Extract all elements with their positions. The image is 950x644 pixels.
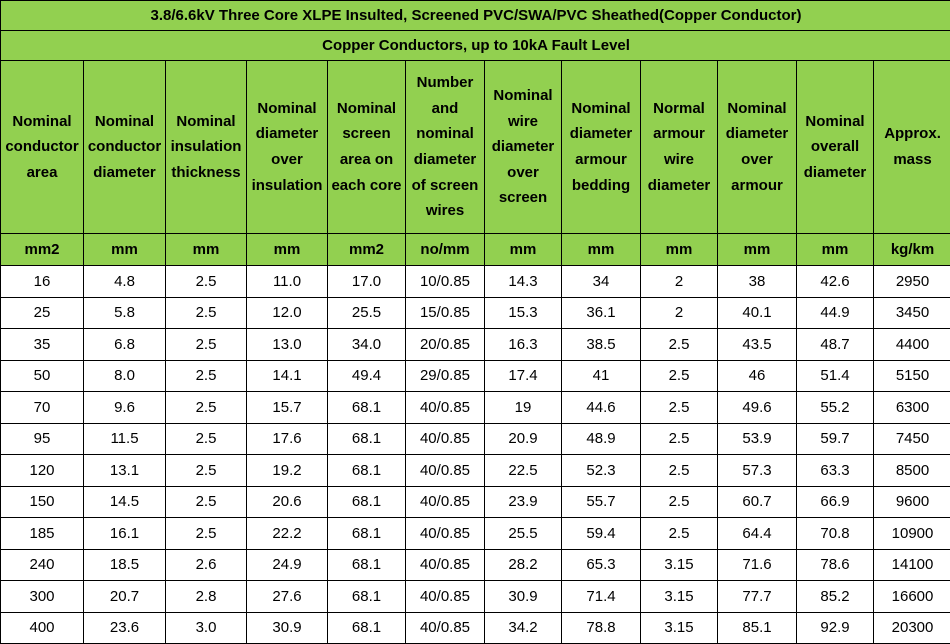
table-cell: 2.5: [166, 486, 247, 518]
table-cell: 2950: [874, 266, 950, 298]
table-cell: 36.1: [562, 297, 641, 329]
table-cell: 68.1: [328, 455, 406, 487]
unit-cell: mm: [641, 234, 718, 266]
table-cell: 4400: [874, 329, 950, 361]
table-cell: 5150: [874, 360, 950, 392]
table-cell: 6.8: [84, 329, 166, 361]
unit-cell: mm2: [1, 234, 84, 266]
units-row: [1, 234, 950, 266]
table-cell: 95: [1, 423, 84, 455]
header-diameter-over-armour: Nominal diameter over armour: [718, 61, 797, 234]
table-cell: 14.3: [485, 266, 562, 298]
table-cell: 2.5: [641, 392, 718, 424]
table-cell: 68.1: [328, 518, 406, 550]
table-cell: 92.9: [797, 612, 874, 644]
header-overall-diameter: Nominal overall diameter: [797, 61, 874, 234]
table-cell: 25: [1, 297, 84, 329]
table-cell: 2.5: [166, 360, 247, 392]
table-cell: 71.4: [562, 581, 641, 613]
table-cell: 48.7: [797, 329, 874, 361]
table-cell: 85.1: [718, 612, 797, 644]
table-cell: 2.5: [166, 518, 247, 550]
table-cell: 35: [1, 329, 84, 361]
table-cell: 30.9: [485, 581, 562, 613]
table-cell: 52.3: [562, 455, 641, 487]
table-subtitle: Copper Conductors, up to 10kA Fault Level: [1, 31, 950, 61]
table-cell: 240: [1, 549, 84, 581]
table-cell: 70.8: [797, 518, 874, 550]
unit-cell: mm: [562, 234, 641, 266]
table-cell: 49.4: [328, 360, 406, 392]
table-cell: 9600: [874, 486, 950, 518]
table-cell: 2: [641, 266, 718, 298]
table-cell: 28.2: [485, 549, 562, 581]
table-row: [1, 266, 950, 298]
table-cell: 3450: [874, 297, 950, 329]
table-cell: 68.1: [328, 486, 406, 518]
table-cell: 15/0.85: [406, 297, 485, 329]
table-cell: 3.15: [641, 581, 718, 613]
table-cell: 16.1: [84, 518, 166, 550]
table-row: [1, 581, 950, 613]
table-cell: 2.5: [641, 423, 718, 455]
table-row: [1, 392, 950, 424]
table-cell: 3.0: [166, 612, 247, 644]
header-conductor-area: Nominal conductor area: [1, 61, 84, 234]
table-cell: 150: [1, 486, 84, 518]
table-cell: 4.8: [84, 266, 166, 298]
table-cell: 14.1: [247, 360, 328, 392]
table-cell: 400: [1, 612, 84, 644]
table-row: [1, 329, 950, 361]
table-cell: 78.8: [562, 612, 641, 644]
header-approx-mass: Approx. mass: [874, 61, 950, 234]
table-cell: 40/0.85: [406, 518, 485, 550]
table-cell: 5.8: [84, 297, 166, 329]
table-row: [1, 518, 950, 550]
table-cell: 10900: [874, 518, 950, 550]
table-cell: 22.5: [485, 455, 562, 487]
table-cell: 22.2: [247, 518, 328, 550]
table-cell: 120: [1, 455, 84, 487]
table-cell: 2.5: [641, 455, 718, 487]
table-cell: 2.5: [166, 266, 247, 298]
table-cell: 78.6: [797, 549, 874, 581]
unit-cell: mm: [797, 234, 874, 266]
table-cell: 6300: [874, 392, 950, 424]
table-cell: 2.8: [166, 581, 247, 613]
table-cell: 11.5: [84, 423, 166, 455]
table-cell: 60.7: [718, 486, 797, 518]
table-cell: 18.5: [84, 549, 166, 581]
table-cell: 2.5: [641, 360, 718, 392]
unit-cell: mm: [485, 234, 562, 266]
table-cell: 20.6: [247, 486, 328, 518]
table-cell: 2.5: [166, 455, 247, 487]
table-cell: 40/0.85: [406, 612, 485, 644]
table-cell: 68.1: [328, 549, 406, 581]
table-cell: 185: [1, 518, 84, 550]
table-cell: 34.0: [328, 329, 406, 361]
header-screen-area: Nominal screen area on each core: [328, 61, 406, 234]
table-cell: 2.5: [641, 486, 718, 518]
table-cell: 24.9: [247, 549, 328, 581]
table-cell: 65.3: [562, 549, 641, 581]
table-cell: 46: [718, 360, 797, 392]
table-cell: 44.6: [562, 392, 641, 424]
table-cell: 68.1: [328, 612, 406, 644]
table-cell: 49.6: [718, 392, 797, 424]
table-cell: 59.7: [797, 423, 874, 455]
table-cell: 300: [1, 581, 84, 613]
table-cell: 57.3: [718, 455, 797, 487]
table-cell: 40/0.85: [406, 455, 485, 487]
table-cell: 23.6: [84, 612, 166, 644]
table-cell: 38: [718, 266, 797, 298]
table-cell: 20.7: [84, 581, 166, 613]
unit-cell: mm: [247, 234, 328, 266]
table-cell: 19: [485, 392, 562, 424]
table-row: [1, 486, 950, 518]
table-row: [1, 360, 950, 392]
table-cell: 25.5: [328, 297, 406, 329]
table-cell: 23.9: [485, 486, 562, 518]
table-cell: 2.5: [166, 392, 247, 424]
table-cell: 3.15: [641, 549, 718, 581]
table-row: [1, 612, 950, 644]
table-cell: 40/0.85: [406, 423, 485, 455]
unit-cell: mm2: [328, 234, 406, 266]
table-cell: 2.5: [166, 329, 247, 361]
table-cell: 2: [641, 297, 718, 329]
table-cell: 40/0.85: [406, 486, 485, 518]
header-conductor-diameter: Nominal conductor diameter: [84, 61, 166, 234]
table-cell: 27.6: [247, 581, 328, 613]
table-cell: 20.9: [485, 423, 562, 455]
table-cell: 25.5: [485, 518, 562, 550]
table-cell: 29/0.85: [406, 360, 485, 392]
table-row: [1, 549, 950, 581]
header-screen-wires: Number and nominal diameter of screen wires: [406, 61, 485, 234]
header-wire-diameter-over-screen: Nominal wire diameter over screen: [485, 61, 562, 234]
table-cell: 40/0.85: [406, 581, 485, 613]
table-cell: 50: [1, 360, 84, 392]
table-cell: 3.15: [641, 612, 718, 644]
table-cell: 13.1: [84, 455, 166, 487]
table-cell: 42.6: [797, 266, 874, 298]
table-cell: 19.2: [247, 455, 328, 487]
table-cell: 14100: [874, 549, 950, 581]
table-cell: 2.5: [166, 297, 247, 329]
table-cell: 48.9: [562, 423, 641, 455]
table-cell: 2.5: [641, 518, 718, 550]
table-cell: 12.0: [247, 297, 328, 329]
table-cell: 40.1: [718, 297, 797, 329]
table-cell: 43.5: [718, 329, 797, 361]
table-row: [1, 455, 950, 487]
table-cell: 55.2: [797, 392, 874, 424]
table-cell: 20300: [874, 612, 950, 644]
table-cell: 85.2: [797, 581, 874, 613]
table-cell: 63.3: [797, 455, 874, 487]
table-cell: 15.7: [247, 392, 328, 424]
table-cell: 53.9: [718, 423, 797, 455]
table-cell: 34.2: [485, 612, 562, 644]
table-cell: 55.7: [562, 486, 641, 518]
unit-cell: mm: [166, 234, 247, 266]
unit-cell: kg/km: [874, 234, 950, 266]
table-cell: 17.0: [328, 266, 406, 298]
table-row: [1, 423, 950, 455]
table-row: [1, 297, 950, 329]
header-armour-bedding: Nominal diameter armour bedding: [562, 61, 641, 234]
header-diameter-over-insulation: Nominal diameter over insulation: [247, 61, 328, 234]
table-cell: 64.4: [718, 518, 797, 550]
table-cell: 13.0: [247, 329, 328, 361]
table-cell: 20/0.85: [406, 329, 485, 361]
table-cell: 11.0: [247, 266, 328, 298]
table-cell: 17.4: [485, 360, 562, 392]
table-cell: 34: [562, 266, 641, 298]
header-armour-wire-diameter: Normal armour wire diameter: [641, 61, 718, 234]
table-cell: 2.5: [166, 423, 247, 455]
table-cell: 2.5: [641, 329, 718, 361]
table-cell: 68.1: [328, 392, 406, 424]
table-cell: 66.9: [797, 486, 874, 518]
table-cell: 8500: [874, 455, 950, 487]
table-cell: 68.1: [328, 581, 406, 613]
column-header-row: [1, 61, 950, 234]
table-title: 3.8/6.6kV Three Core XLPE Insulted, Screened PVC/SWA/PVC Sheathed(Copper Conductor): [1, 1, 950, 31]
table-cell: 70: [1, 392, 84, 424]
table-cell: 71.6: [718, 549, 797, 581]
table-cell: 14.5: [84, 486, 166, 518]
table-cell: 16.3: [485, 329, 562, 361]
table-cell: 38.5: [562, 329, 641, 361]
table-cell: 16: [1, 266, 84, 298]
table-cell: 2.6: [166, 549, 247, 581]
table-cell: 9.6: [84, 392, 166, 424]
table-cell: 51.4: [797, 360, 874, 392]
table-cell: 44.9: [797, 297, 874, 329]
unit-cell: no/mm: [406, 234, 485, 266]
table-cell: 41: [562, 360, 641, 392]
table-cell: 30.9: [247, 612, 328, 644]
table-cell: 68.1: [328, 423, 406, 455]
table-cell: 77.7: [718, 581, 797, 613]
table-cell: 7450: [874, 423, 950, 455]
table-cell: 16600: [874, 581, 950, 613]
table-cell: 10/0.85: [406, 266, 485, 298]
table-cell: 40/0.85: [406, 392, 485, 424]
table-cell: 17.6: [247, 423, 328, 455]
table-cell: 59.4: [562, 518, 641, 550]
header-insulation-thickness: Nominal insulation thickness: [166, 61, 247, 234]
unit-cell: mm: [718, 234, 797, 266]
table-cell: 15.3: [485, 297, 562, 329]
table-cell: 8.0: [84, 360, 166, 392]
table-cell: 40/0.85: [406, 549, 485, 581]
unit-cell: mm: [84, 234, 166, 266]
